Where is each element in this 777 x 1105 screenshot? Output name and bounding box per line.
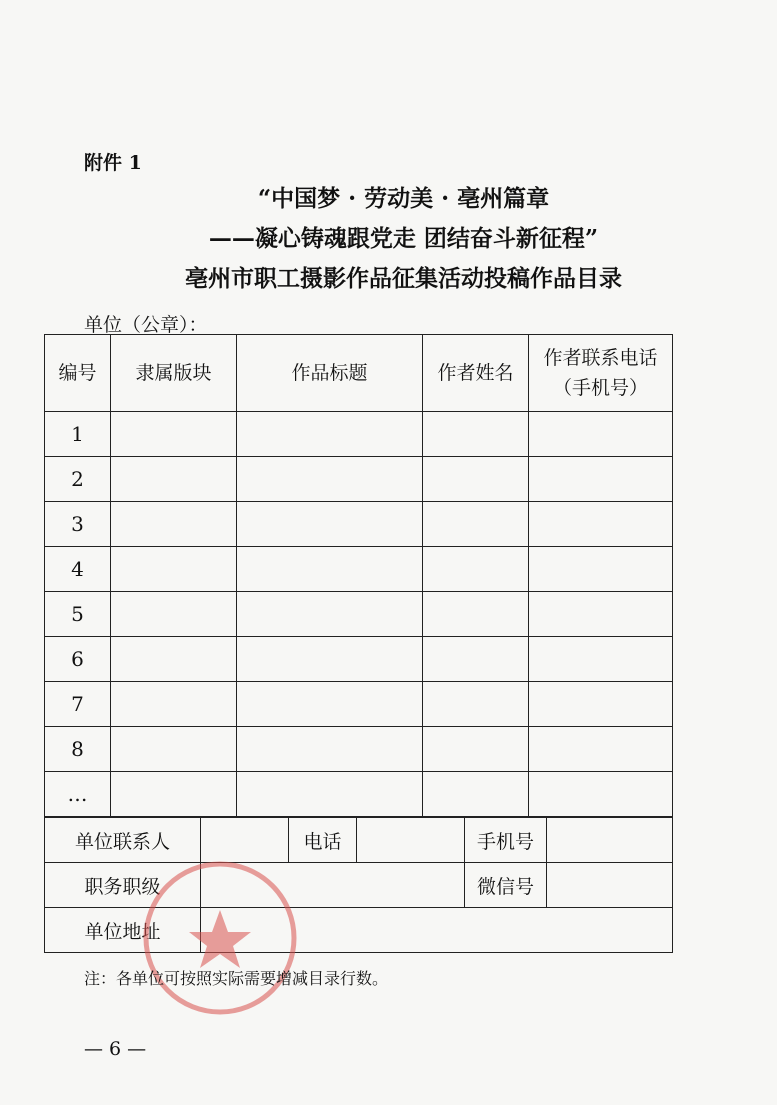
address-row [45,908,673,953]
row-number: 1 [45,412,111,457]
work-title-cell[interactable] [237,592,423,637]
author-name-cell[interactable] [423,682,529,727]
page-number: — 6 — [84,1038,147,1060]
row-number: 5 [45,592,111,637]
table-row [45,637,673,682]
section-cell[interactable] [111,457,237,502]
section-cell[interactable] [111,547,237,592]
work-title-cell[interactable] [237,727,423,772]
row-number: 8 [45,727,111,772]
work-title-cell[interactable] [237,502,423,547]
header-section: 隶属版块 [111,335,237,412]
author-phone-cell[interactable] [529,457,673,502]
header-number: 编号 [45,335,111,412]
footnote: 注：各单位可按照实际需要增减目录行数。 [84,969,389,988]
unit-seal-label: 单位（公章）： [84,314,208,336]
work-title-cell[interactable] [237,412,423,457]
header-author-phone-line2: （手机号） [552,377,648,399]
table-row [45,772,673,817]
author-name-cell[interactable] [423,637,529,682]
row-number: 2 [45,457,111,502]
wechat-label: 微信号 [465,863,547,908]
contact-table [44,817,673,953]
position-row [45,863,673,908]
phone-label: 电话 [289,818,357,863]
header-author-phone-line1: 作者联系电话 [543,347,658,369]
work-title-cell[interactable] [237,457,423,502]
work-title-cell[interactable] [237,547,423,592]
work-title-cell[interactable] [237,682,423,727]
table-row [45,457,673,502]
author-name-cell[interactable] [423,727,529,772]
row-number: 7 [45,682,111,727]
table-row [45,412,673,457]
contact-person-cell[interactable] [201,818,289,863]
author-name-cell[interactable] [423,502,529,547]
header-author-name: 作者姓名 [423,335,529,412]
row-number: 4 [45,547,111,592]
table-row [45,547,673,592]
row-number: 3 [45,502,111,547]
table-header-row [45,335,673,412]
row-number: … [45,772,111,817]
author-phone-cell[interactable] [529,682,673,727]
table-row [45,682,673,727]
author-phone-cell[interactable] [529,637,673,682]
section-cell[interactable] [111,772,237,817]
attachment-label: 附件 1 [84,152,142,174]
section-cell[interactable] [111,727,237,772]
author-name-cell[interactable] [423,592,529,637]
header-work-title: 作品标题 [237,335,423,412]
section-cell[interactable] [111,682,237,727]
work-title-cell[interactable] [237,637,423,682]
mobile-label: 手机号 [465,818,547,863]
author-name-cell[interactable] [423,457,529,502]
title-line-1: “中国梦 · 劳动美 · 亳州篇章 [257,185,550,212]
wechat-cell[interactable] [547,863,673,908]
table-row [45,727,673,772]
row-number: 6 [45,637,111,682]
phone-cell[interactable] [357,818,465,863]
section-cell[interactable] [111,502,237,547]
title-line-2: ——凝心铸魂跟党走 团结奋斗新征程” [208,225,599,252]
address-label: 单位地址 [45,908,201,953]
author-phone-cell[interactable] [529,547,673,592]
title-line-3: 亳州市职工摄影作品征集活动投稿作品目录 [185,265,622,292]
contact-person-label: 单位联系人 [45,818,201,863]
author-phone-cell[interactable] [529,502,673,547]
author-name-cell[interactable] [423,412,529,457]
header-author-phone [529,335,673,412]
table-row [45,592,673,637]
contact-row [45,818,673,863]
author-name-cell[interactable] [423,772,529,817]
section-cell[interactable] [111,412,237,457]
section-cell[interactable] [111,592,237,637]
author-phone-cell[interactable] [529,772,673,817]
author-name-cell[interactable] [423,547,529,592]
submission-table [44,334,673,817]
author-phone-cell[interactable] [529,727,673,772]
work-title-cell[interactable] [237,772,423,817]
position-rank-label: 职务职级 [45,863,201,908]
table-row [45,502,673,547]
official-seal-icon [140,858,300,1018]
author-phone-cell[interactable] [529,592,673,637]
mobile-cell[interactable] [547,818,673,863]
author-phone-cell[interactable] [529,412,673,457]
section-cell[interactable] [111,637,237,682]
